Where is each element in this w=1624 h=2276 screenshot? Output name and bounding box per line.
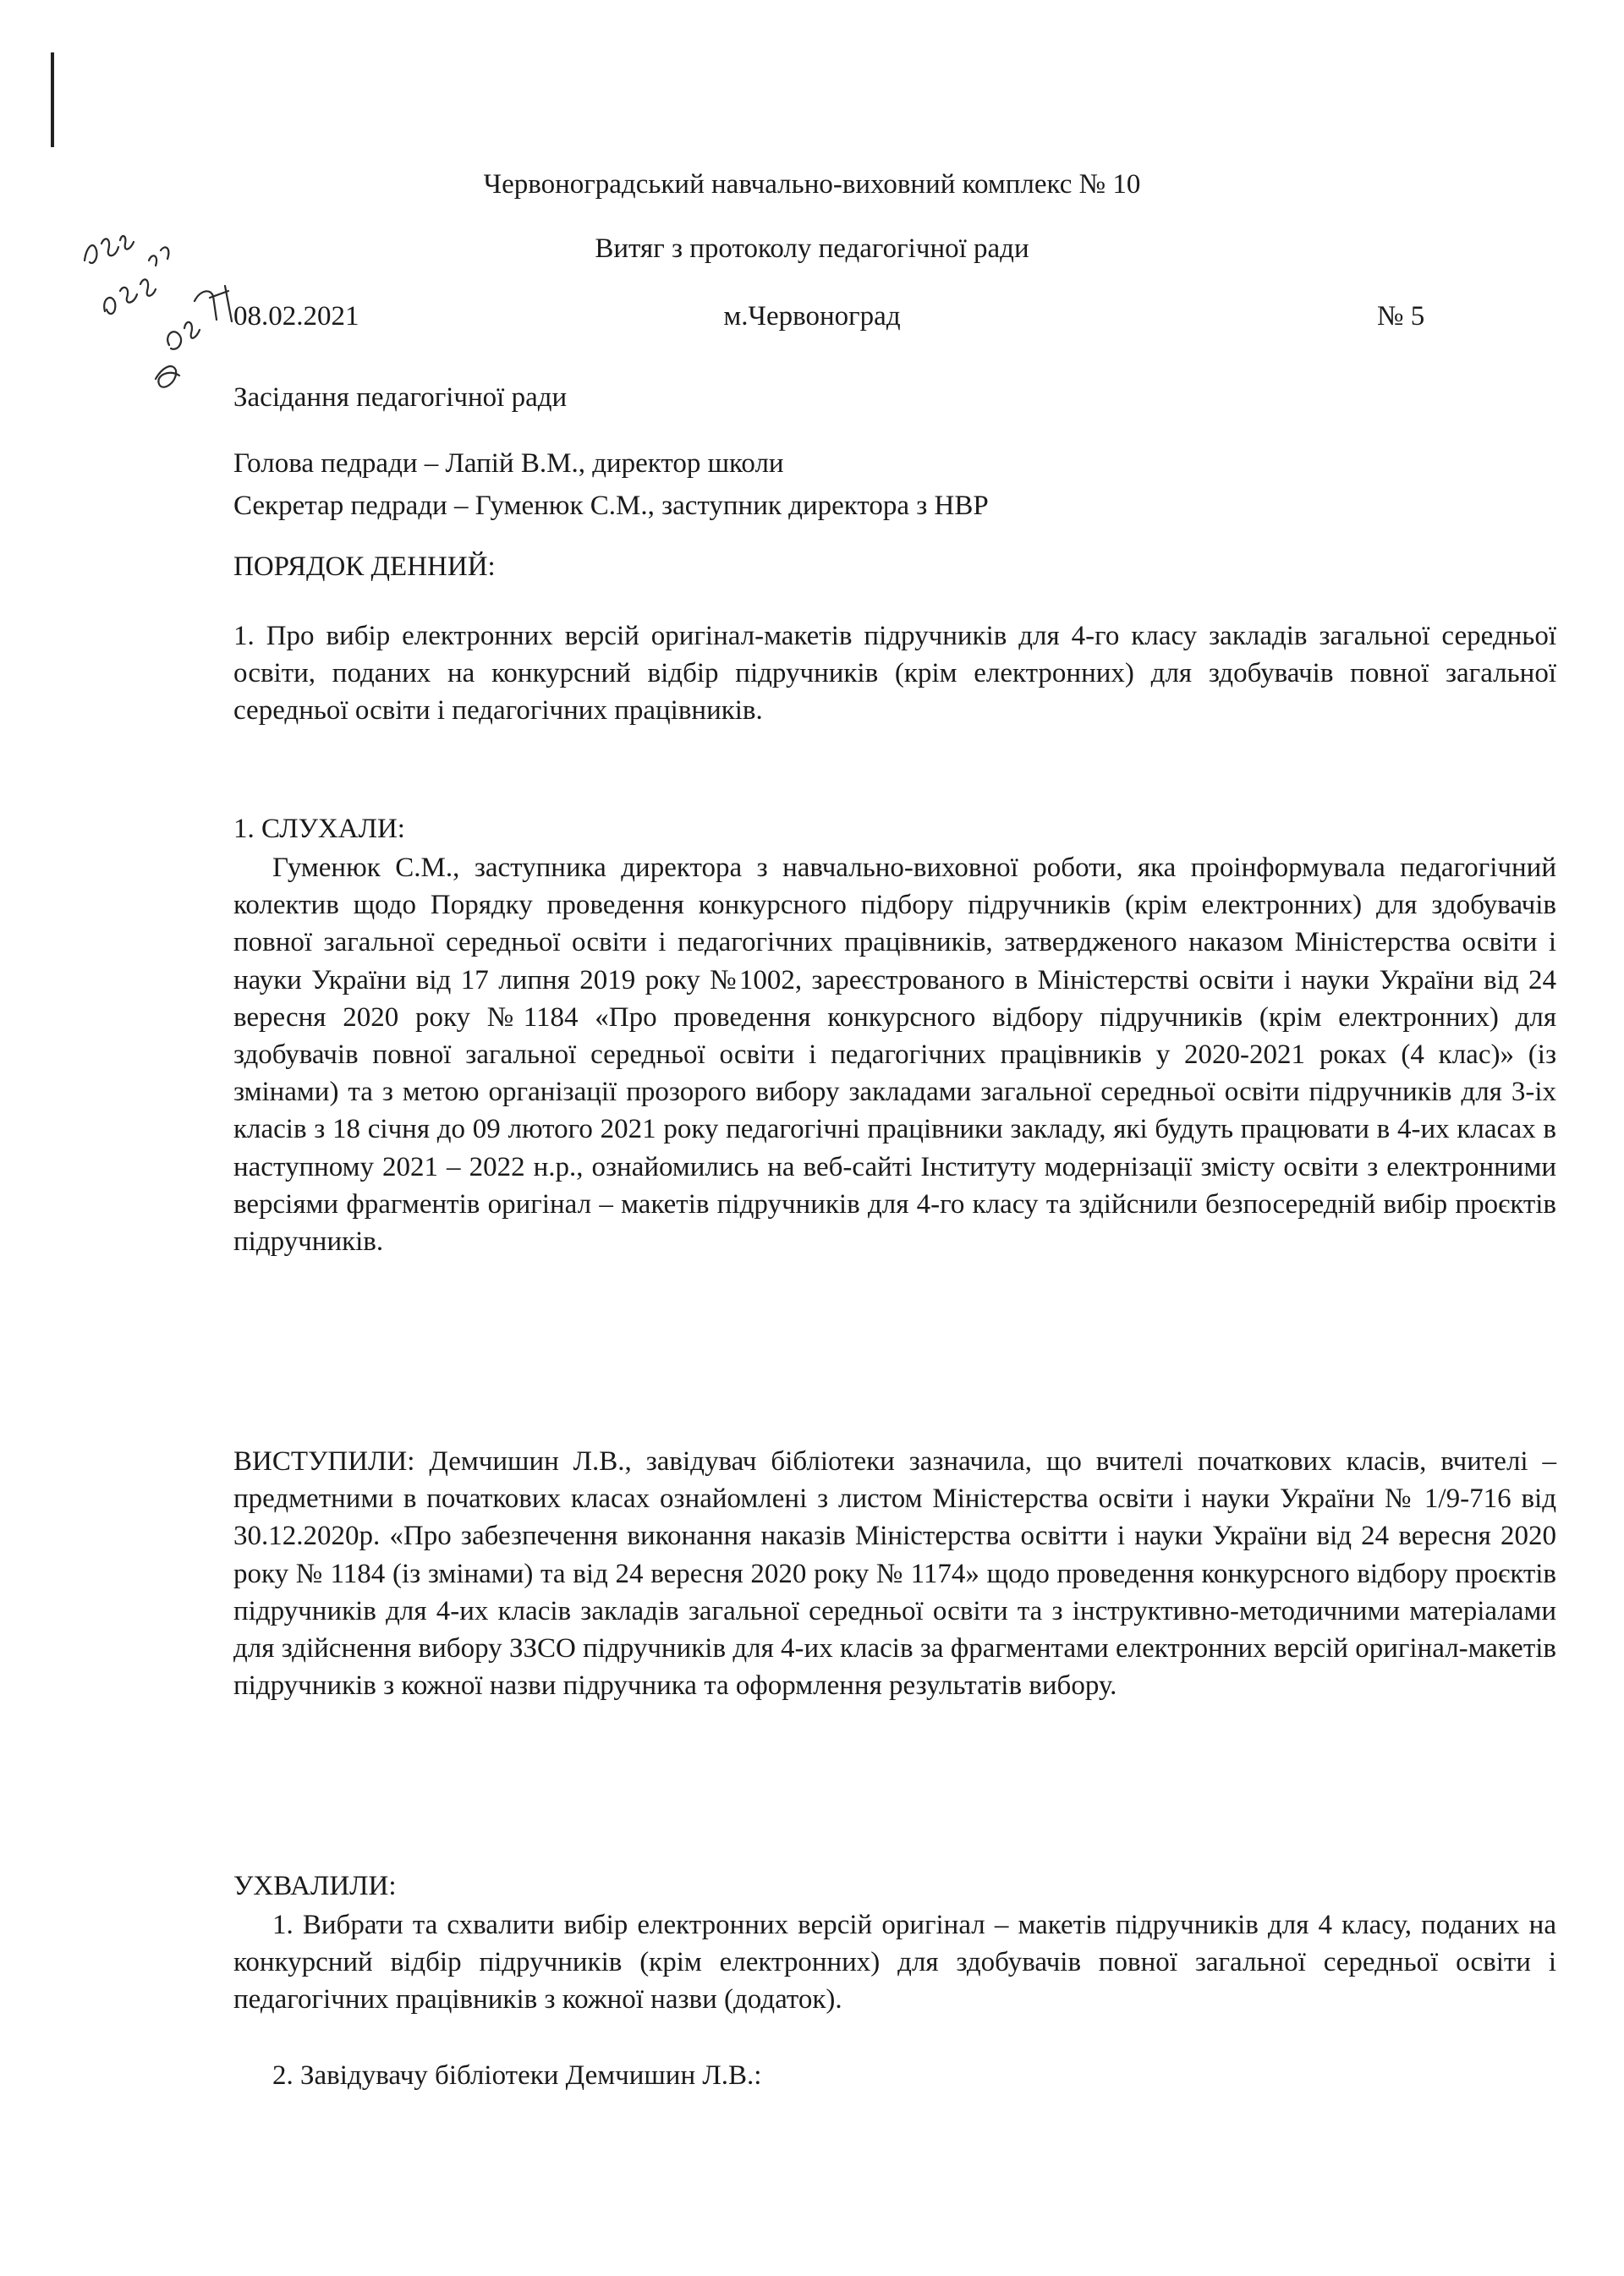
meeting-heading: Засідання педагогічної ради — [233, 382, 568, 413]
listened-text: Гуменюк С.М., заступника директора з навчально-виховної роботи, яка проінформувала педагогічний колектив щодо Порядку проведення конкурсного підбору підручників (крім електронних) для здобувачів повної загальної середньої освіти і педагогічних працівників, затвердженого наказом Міністерства освіти і науки України від 17 липня 2019 року №1002, зареєстрованого в Міністерстві освіти і науки України від 24 вересня 2020 року №1184 «Про проведення конкурсного відбору підручників (крім електронних) для здобувачів повної загальної середньої освіти і педагогічних працівників у 2020-2021 роках (4 клас)» (із змінами) та з метою організації прозорого вибору закладами загальної середньої освіти підручників для 3-іх класів з 18 січня до 09 лютого 2021 року педагогічні працівники закладу, які будуть працювати в 4-их класах в наступному 2021 – 2022 н.р., ознайомились на веб-сайті Інституту модернізації змісту освіти з електронними версіями фрагментів оригінал – макетів підручників для 4-го класу та здійснили безпосередній вибір проєктів підручників. — [233, 853, 1556, 1258]
agenda-heading: ПОРЯДОК ДЕННИЙ: — [233, 551, 496, 582]
spoke-text: ВИСТУПИЛИ: Демчишин Л.В., завідувач бібліотеки зазначила, що вчителі початкових класів, вчителі – предметними в початкових класах ознайомлені з листом Міністерства освіти і науки України № 1/9-716 від 30.12.2020р. «Про забезпечення виконання наказів Міністерства освітти і науки України від 24 вересня 2020 року № 1184 (із змінами) та від 24 вересня 2020 року № 1174» щодо проведення конкурсного відбору проєктів підручників для 4-их класів закладів загальної середньої освіти та з інструктивно-методичними матеріалами для здійснення вибору ЗЗСО підручників для 4-их класів за фрагментами електронних версій оригінал-макетів підручників з кожної назви підручника та оформлення результатів вибору. — [233, 1446, 1556, 1702]
agenda-item-1: 1. Про вибір електронних версій оригінал-макетів підручників для 4-го класу закладів загальної середньої освіти, поданих на конкурсний відбір підручників (крім електронних) для здобувачів повної загальної середньої освіти і педагогічних працівників. — [233, 621, 1556, 727]
protocol-city: м.Червоноград — [723, 301, 901, 332]
listened-heading: 1. СЛУХАЛИ: — [233, 814, 405, 844]
meeting-chair: Голова педради – Лапій В.М., директор школи — [233, 448, 784, 479]
resolved-heading: УХВАЛИЛИ: — [233, 1871, 397, 1901]
document-title: Витяг з протоколу педагогічної ради — [595, 233, 1029, 264]
protocol-date: 08.02.2021 — [233, 301, 359, 332]
meeting-secretary: Секретар педради – Гуменюк С.М., заступник директора з НВР — [233, 491, 989, 521]
scan-mark — [51, 52, 54, 147]
resolved-item-2: 2. Завідувачу бібліотеки Демчишин Л.В.: — [272, 2060, 762, 2091]
protocol-number: № 5 — [1377, 301, 1425, 332]
institution-name: Червоноградський навчально-виховний комплекс № 10 — [483, 169, 1141, 200]
resolved-item-1: 1. Вибрати та схвалити вибір електронних версій оригінал – макетів підручників для 4 класу, поданих на конкурсний відбір підручників (крім електронних) для здобувачів повної загальної середньої освіти і педагогічних працівників з кожної назви (додаток). — [233, 1910, 1556, 2015]
